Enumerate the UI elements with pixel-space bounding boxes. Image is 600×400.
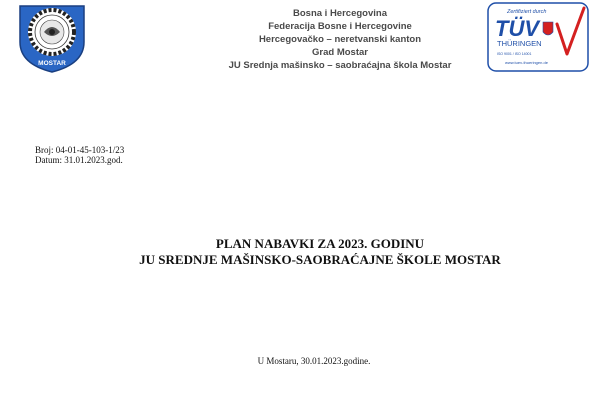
document-date: Datum: 31.01.2023.god.	[35, 155, 123, 165]
school-seal-icon	[16, 2, 88, 74]
header-school: JU Srednja mašinsko – saobraćajna škola Mostar	[228, 60, 452, 71]
title-line-2: JU SREDNJE MAŠINSKO-SAOBRAĆAJNE ŠKOLE MOSTAR	[139, 252, 501, 267]
tuv-certified-icon	[487, 2, 589, 72]
institution-header	[180, 7, 500, 72]
document-number: Broj: 04-01-45-103-1/23	[35, 145, 125, 155]
header-federation: Federacija Bosne i Hercegovine	[268, 21, 412, 32]
logo-text: MOSTAR	[38, 60, 66, 67]
title-line-1: PLAN NABAVKI ZA 2023. GODINU	[215, 236, 425, 251]
place-date: U Mostaru, 30.01.2023.godine.	[257, 356, 371, 366]
header-canton: Hercegovačko – neretvanski kanton	[258, 34, 422, 45]
tuv-top-text: Zertifiziert durch	[507, 9, 547, 15]
document-meta	[35, 145, 124, 165]
tuv-small-text: ISO 9001 / ISO 14001	[497, 52, 532, 56]
header-country: Bosna i Hercegovina	[293, 8, 387, 19]
tuv-brand: TÜV	[495, 16, 539, 41]
tuv-url: www.tuev-thueringen.de	[505, 60, 548, 65]
header-city: Grad Mostar	[312, 47, 368, 58]
tuv-region: THÜRINGEN	[497, 39, 542, 48]
document-title	[0, 236, 600, 268]
